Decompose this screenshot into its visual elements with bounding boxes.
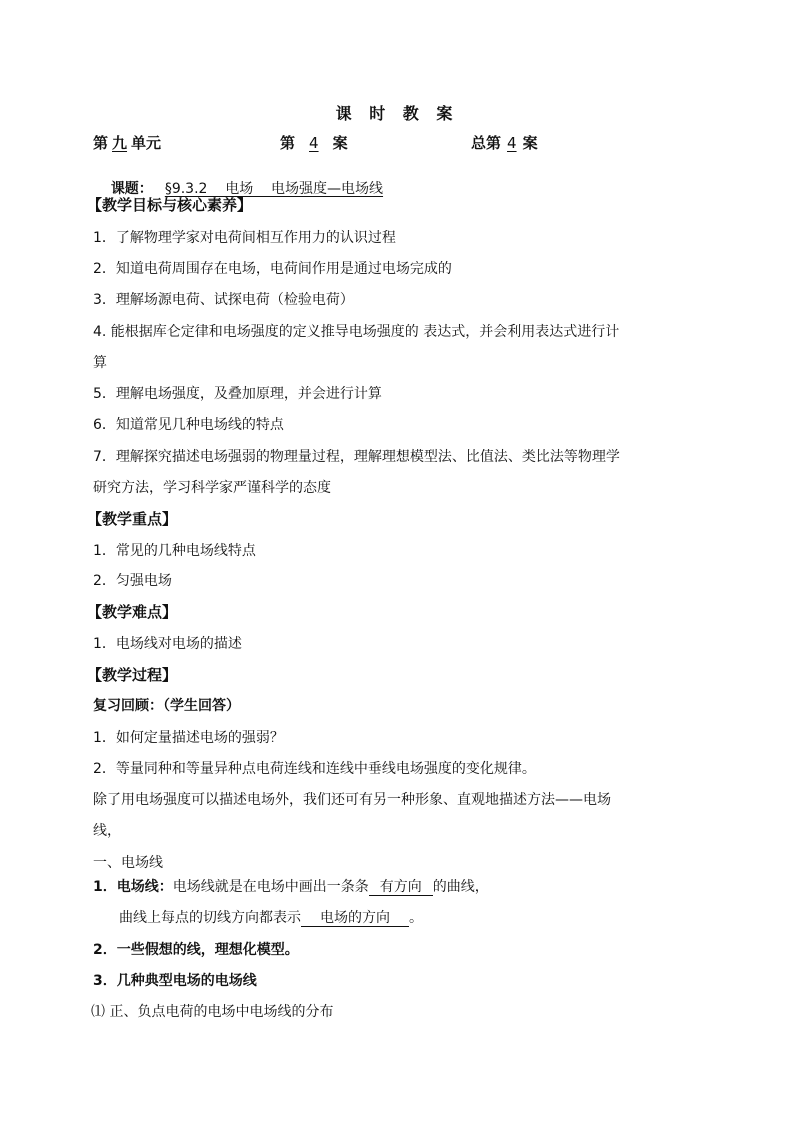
- unit-prefix: 第: [93, 134, 109, 152]
- total-value: 4: [507, 134, 517, 152]
- intro-text: 除了用电场强度可以描述电场外，我们还可有另一种形象、直观地描述方法——电场: [93, 792, 611, 808]
- definition-line: [93, 876, 489, 896]
- objective-item: 算: [93, 355, 107, 371]
- definition-text-after: 的曲线，: [432, 879, 489, 895]
- process-heading: 【教学过程】: [87, 666, 178, 684]
- difficulty-item: 1．电场线对电场的描述: [93, 636, 242, 652]
- objective-item: 研究方法，学习科学家严谨科学的态度: [93, 480, 331, 496]
- case-value: 4: [309, 134, 319, 152]
- unit-value: 九: [112, 134, 128, 152]
- fill-blank-2: 电场的方向: [301, 910, 409, 927]
- review-question: 2．等量同种和等量异种点电荷连线和连线中垂线电场强度的变化规律。: [93, 761, 536, 777]
- definition-number: 1．: [93, 879, 117, 895]
- objective-item: 3．理解场源电荷、试探电荷（检验电荷）: [93, 292, 354, 308]
- typical-fields-item: 3．几种典型电场的电场线: [93, 973, 257, 989]
- fill-blank-1: 有方向: [369, 879, 433, 896]
- objective-item: 7．理解探究描述电场强弱的物理量过程，理解理想模型法、比值法、类比法等物理学: [93, 449, 620, 465]
- unit-suffix: 单元: [131, 134, 162, 152]
- definition-line2-text: 曲线上每点的切线方向都表示: [119, 910, 301, 926]
- objectives-heading: 【教学目标与核心素养】: [87, 196, 253, 214]
- definition-text: 电场线就是在电场中画出一条条: [172, 879, 369, 895]
- total-suffix: 案: [522, 134, 538, 152]
- section-title: 一、电场线: [93, 855, 163, 871]
- unit-number: [93, 132, 161, 153]
- topic-value: §9.3.2 电场 电场强度—电场线: [164, 181, 384, 197]
- key-point-item: 2．匀强电场: [93, 573, 172, 589]
- total-case-number: [471, 132, 538, 153]
- difficulties-heading: 【教学难点】: [87, 603, 178, 621]
- objective-item: 4. 能根据库仑定律和电场强度的定义推导电场强度的 表达式，并会利用表达式进行计: [93, 324, 620, 340]
- case-prefix: 第: [280, 134, 296, 152]
- review-question: 1．如何定量描述电场的强弱？: [93, 730, 284, 746]
- case-suffix: 案: [332, 134, 348, 152]
- objective-item: 1．了解物理学家对电荷间相互作用力的认识过程: [93, 230, 396, 246]
- topic-label: 课题：: [110, 181, 153, 197]
- key-point-item: 1．常见的几种电场线特点: [93, 543, 256, 559]
- document-title: 课 时 教 案: [335, 104, 459, 123]
- definition-line2-end: 。: [409, 910, 423, 926]
- total-prefix: 总第: [471, 134, 502, 152]
- objective-item: 2．知道电荷周围存在电场，电荷间作用是通过电场完成的: [93, 261, 452, 277]
- case-number: [280, 132, 348, 153]
- point-charge-subitem: ⑴ 正、负点电荷的电场中电场线的分布: [91, 1004, 334, 1020]
- ideal-model-item: 2．一些假想的线，理想化模型。: [93, 942, 299, 958]
- objective-item: 6．知道常见几种电场线的特点: [93, 417, 284, 433]
- definition-line-2: [119, 907, 423, 927]
- intro-text-cont: 线，: [93, 823, 121, 839]
- review-label: 复习回顾：（学生回答）: [93, 698, 240, 714]
- objective-item: 5．理解电场强度，及叠加原理，并会进行计算: [93, 386, 382, 402]
- definition-term: 电场线：: [116, 879, 173, 895]
- key-points-heading: 【教学重点】: [87, 510, 178, 528]
